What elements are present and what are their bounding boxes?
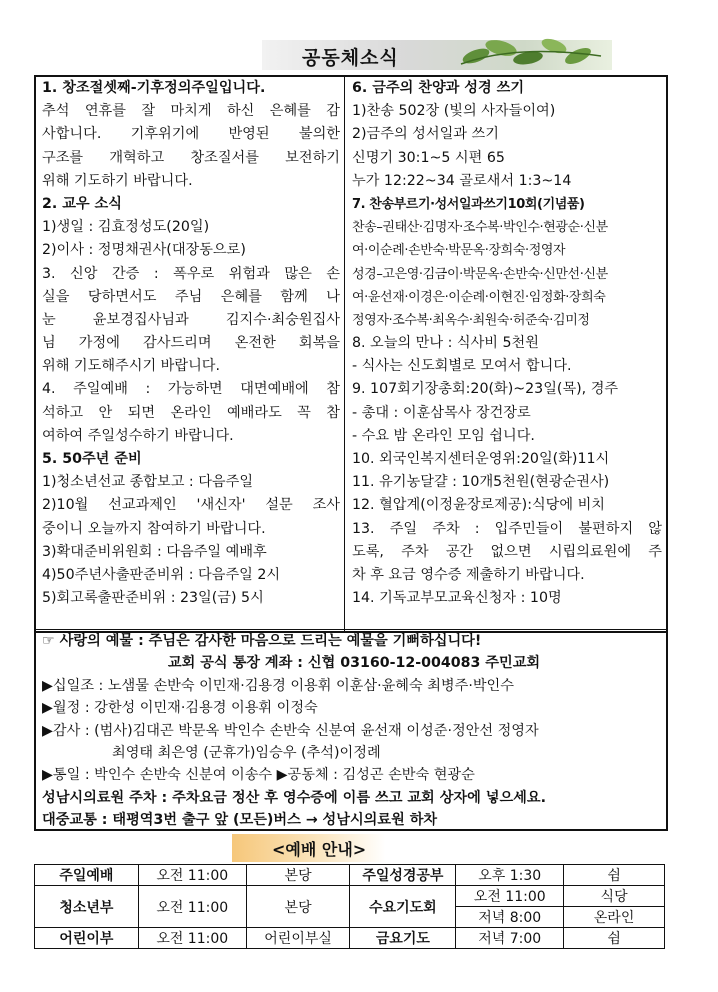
table-cell: 온라인 [564, 907, 665, 928]
table-cell: 식당 [564, 886, 665, 907]
title-banner [262, 40, 612, 70]
text-line: 실을 당하면서도 주님 은혜를 함께 나 [42, 288, 340, 305]
text-line: 여·이순례·손반숙·박문옥·장희숙·정영자 [352, 243, 566, 259]
table-cell: 저녁 8:00 [456, 907, 564, 928]
text-line: 5)회고록출판준비위 : 23일(금) 5시 [42, 590, 264, 607]
table-cell: 저녁 7:00 [456, 928, 564, 949]
text-line: 교회 공식 통장 계좌 : 신협 03160-12-004083 주민교회 [167, 655, 541, 672]
text-line: 여하여 주일성수하기 바랍니다. [42, 427, 234, 444]
text-line: 중이니 오늘까지 참여하기 바랍니다. [42, 520, 266, 537]
text-line: 1. 창조절셋째-기후정의주일입니다. [42, 80, 266, 96]
table-cell: 어린이부실 [246, 928, 350, 949]
text-line: 정영자·조수복·최옥수·최원숙·허준숙·김미정 [352, 312, 590, 328]
text-line: 추석 연휴를 잘 마치게 하신 은혜를 감 [42, 103, 340, 120]
text-line: 3. 신앙 간증 : 폭우로 위험과 많은 손 [42, 265, 340, 282]
text-line: 위해 기도하기 바랍니다. [42, 172, 193, 189]
offering-section [34, 629, 668, 831]
text-line: 1)청소년선교 종합보고 : 다음주일 [42, 474, 254, 491]
table-cell: 오전 11:00 [138, 886, 246, 928]
table-cell: 금요기도 [350, 928, 456, 949]
leaf-decoration-icon [456, 34, 606, 74]
text-line: 2)10월 선교과제인 '새신자' 설문 조사 [42, 497, 340, 514]
table-cell: 오전 11:00 [456, 886, 564, 907]
text-line: 사합니다. 기후위기에 반영된 불의한 [42, 126, 340, 143]
text-line: 신명기 30:1~5 시편 65 [352, 149, 505, 166]
text-line: 1)생일 : 김효정성도(20일) [42, 219, 210, 236]
text-line: 도록, 주차 공간 없으면 시립의료원에 주 [352, 543, 662, 560]
table-cell: 오전 11:00 [138, 928, 246, 949]
text-line: 대중교통 : 태평역3번 출구 앞 (모든)버스 → 성남시의료원 하차 [42, 812, 438, 829]
table-cell: 오후 1:30 [456, 865, 564, 886]
text-line: 4)50주년사출판준비위 : 다음주일 2시 [42, 566, 281, 583]
table-cell: 주일예배 [35, 865, 139, 886]
text-line: 성남시의료원 주차 : 주차요금 정산 후 영수증에 이름 쓰고 교회 상자에 넣으세요. [42, 789, 546, 806]
text-line: 석하고 안 되면 온라인 예배라도 꼭 참 [42, 404, 340, 421]
worship-title: <예배 안내> [272, 840, 367, 859]
worship-table [34, 864, 665, 949]
text-line: 14. 기독교부모교육신청자 : 10명 [352, 590, 562, 607]
text-line: - 총대 : 이훈삼목사 장건장로 [352, 404, 531, 421]
text-line: 7. 찬송부르기·성서일과쓰기10회(기념품) [352, 196, 585, 212]
text-line: 구조를 개혁하고 창조질서를 보전하기 [42, 149, 340, 166]
text-line: - 수요 밤 온라인 모임 쉽니다. [352, 427, 535, 444]
text-line: 눈 윤보경집사님과 김지수·최숭원집사 [42, 311, 340, 328]
text-line: 위해 기도해주시기 바랍니다. [42, 358, 220, 375]
table-cell: 본당 [246, 865, 350, 886]
table-cell: 청소년부 [35, 886, 139, 928]
text-line: 13. 주일 주차 : 입주민들이 불편하지 않 [352, 520, 662, 537]
text-line: 님 가정에 감사드리며 온전한 회복을 [42, 335, 340, 352]
text-line: 2)금주의 성서일과 쓰기 [352, 126, 499, 143]
text-line: 3)확대준비위원회 : 다음주일 예배후 [42, 543, 267, 560]
table-cell: 수요기도회 [350, 886, 456, 928]
table-cell: 쉼 [564, 865, 665, 886]
table-cell: 주일성경공부 [350, 865, 456, 886]
text-line: 9. 107회기장총회:20(화)~23일(목), 경주 [352, 381, 619, 398]
text-line: - 식사는 신도회별로 모여서 합니다. [352, 358, 572, 375]
table-cell: 어린이부 [35, 928, 139, 949]
text-line: ▶월정 : 강한성 이민재·김용경 이용휘 이정숙 [42, 700, 318, 717]
text-line: ▶통일 : 박인수 손반숙 신분여 이송수 ▶공동체 : 김성곤 손반숙 현광순 [42, 767, 475, 784]
text-line: 8. 오늘의 만나 : 식사비 5천원 [352, 335, 539, 352]
text-line: 4. 주일예배 : 가능하면 대면예배에 참 [42, 381, 340, 398]
text-line: 10. 외국인복지센터운영위:20일(화)11시 [352, 451, 610, 467]
text-line: ☞ 사랑의 예물 : 주님은 감사한 마음으로 드리는 예물을 기뻐하십니다! [36, 629, 666, 652]
text-line: 11. 유기농달걀 : 10개5천원(현광순권사) [352, 474, 610, 491]
table-cell: 쉼 [564, 928, 665, 949]
text-line: 누가 12:22~34 골로새서 1:3~14 [352, 172, 572, 189]
text-line: 6. 금주의 찬양과 성경 쓰기 [352, 80, 525, 96]
page-title: 공동체소식 [302, 47, 399, 69]
right-column [346, 77, 666, 631]
text-line: 12. 혈압계(이정윤장로제공):식당에 비치 [352, 497, 606, 514]
news-box [34, 75, 668, 633]
text-line: 여·윤선재·이경은·이순례·이현진·임정화·장희숙 [352, 289, 606, 305]
text-line: 5. 50주년 준비 [42, 451, 142, 467]
text-line: 차 후 요금 영수증 제출하기 바랍니다. [352, 566, 585, 583]
text-line: ▶감사 : (범사)김대곤 박문옥 박인수 손반숙 신분여 윤선재 이성준·정안선 정영자 [42, 722, 539, 739]
text-line: 2. 교우 소식 [42, 195, 122, 212]
table-row [35, 886, 665, 907]
table-cell: 본당 [246, 886, 350, 928]
text-line: 성경–고은영·김금이·박문옥·손반숙·신만선·신분 [352, 266, 608, 282]
text-line: 최영태 최은영 (군휴가)임승우 (추석)이정례 [112, 744, 381, 761]
table-row [35, 865, 665, 886]
text-line: ▶십일조 : 노샘물 손반숙 이민재·김용경 이용휘 이훈삼·윤혜숙 최병주·박인수 [42, 677, 514, 694]
worship-title-banner [232, 834, 488, 862]
left-column [36, 77, 345, 631]
table-row [35, 928, 665, 949]
table-cell: 오전 11:00 [138, 865, 246, 886]
text-line: 1)찬송 502장 (빛의 사자들이여) [352, 103, 556, 120]
text-line: 2)이사 : 정명채권사(대장동으로) [42, 242, 246, 259]
text-line: 찬송–권태산·김명자·조수복·박인수·현광순·신분 [352, 220, 608, 236]
